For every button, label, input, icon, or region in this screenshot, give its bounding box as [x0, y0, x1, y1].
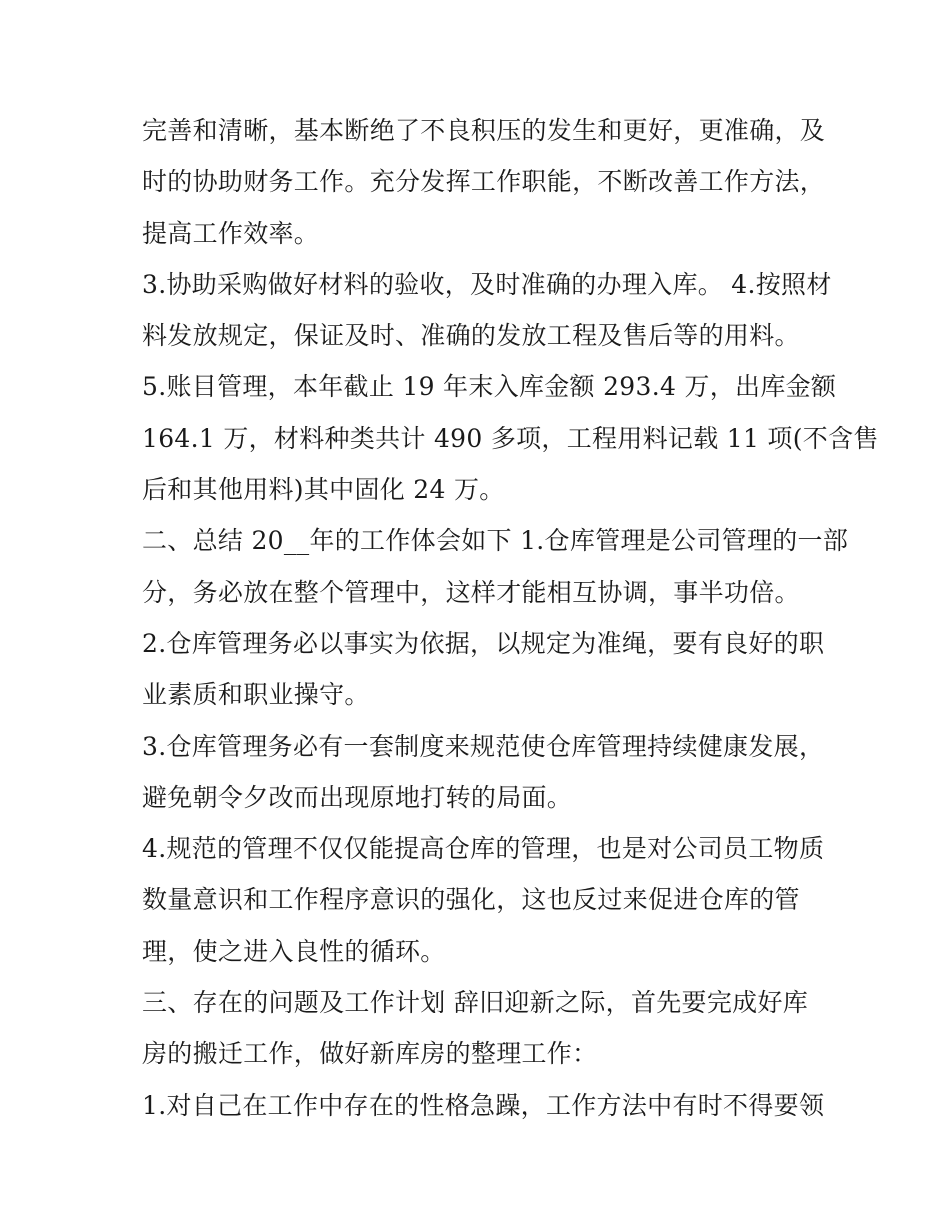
text-line: 完善和清晰，基本断绝了不良积压的发生和更好，更准确，及	[142, 116, 826, 145]
text-line: 5.账目管理，本年截止 19 年末入库金额 293.4 万，出库金额	[142, 372, 837, 402]
text-line: 三、存在的问题及工作计划 辞旧迎新之际，首先要完成好库	[142, 988, 809, 1018]
text-line: 避免朝令夕改而出现原地打转的局面。	[142, 782, 573, 812]
text-line: 164.1 万，材料种类共计 490 多项，工程用料记载 11 项(不含售	[142, 423, 879, 453]
text-line: 后和其他用料)其中固化 24 万。	[142, 475, 505, 505]
text-line: 业素质和职业操守。	[142, 680, 370, 710]
text-line: 数量意识和工作程序意识的强化，这也反过来促进仓库的管	[142, 885, 800, 915]
text-line: 3.协助采购做好材料的验收，及时准确的办理入库。 4.按照材	[142, 269, 832, 299]
text-line: 提高工作效率。	[142, 218, 320, 248]
text-line: 理，使之进入良性的循环。	[142, 936, 446, 966]
text-line: 3.仓库管理务必有一套制度来规范使仓库管理持续健康发展，	[142, 731, 825, 761]
text-line: 时的协助财务工作。充分发挥工作职能，不断改善工作方法，	[142, 167, 826, 197]
document-body	[142, 105, 879, 1131]
text-line: 4.规范的管理不仅仅能提高仓库的管理，也是对公司员工物质	[142, 834, 825, 864]
text-line: 2.仓库管理务必以事实为依据，以规定为准绳，要有良好的职	[142, 628, 825, 658]
text-line: 1.对自己在工作中存在的性格急躁，工作方法中有时不得要领	[142, 1090, 825, 1120]
text-line: 二、总结 20__年的工作体会如下 1.仓库管理是公司管理的一部	[142, 526, 849, 556]
text-line: 料发放规定，保证及时、准确的发放工程及售后等的用料。	[142, 321, 800, 351]
text-line: 分，务必放在整个管理中，这样才能相互协调，事半功倍。	[142, 577, 800, 607]
text-line: 房的搬迁工作，做好新库房的整理工作：	[142, 1039, 598, 1069]
